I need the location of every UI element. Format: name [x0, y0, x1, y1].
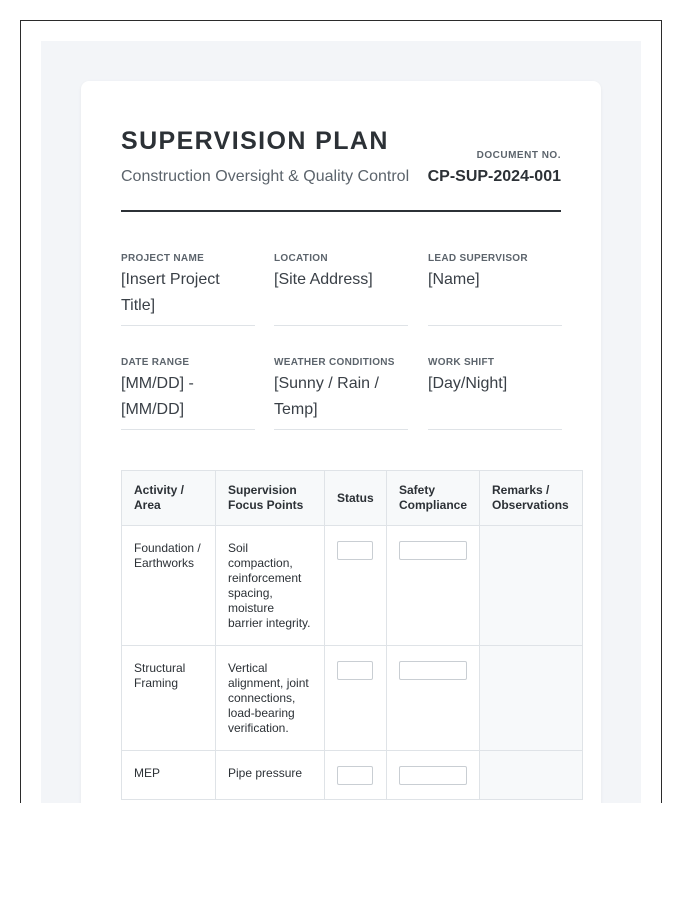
lead-supervisor-value[interactable]: [Name] [428, 271, 480, 288]
activity-cell: MEP [122, 751, 216, 800]
document-number-label: DOCUMENT NO. [476, 150, 561, 161]
document-title: SUPERVISION PLAN [121, 127, 389, 155]
column-header-status: Status [325, 471, 387, 526]
column-header-focus: Supervision Focus Points [216, 471, 325, 526]
location-field[interactable] [274, 251, 408, 326]
date-range-label: DATE RANGE [121, 357, 190, 368]
status-cell [325, 526, 387, 646]
project-name-field[interactable] [121, 251, 255, 326]
project-name-label: PROJECT NAME [121, 253, 205, 264]
safety-cell [387, 751, 480, 800]
table-row [122, 526, 583, 646]
remarks-cell[interactable] [480, 751, 583, 800]
document-subtitle: Construction Oversight & Quality Control [121, 168, 410, 185]
supervision-table-wrapper [121, 470, 582, 800]
focus-cell: Vertical alignment, joint connections, load-bearing verification. [216, 646, 325, 751]
document-number-value: CP-SUP-2024-001 [427, 168, 561, 185]
column-header-activity: Activity / Area [122, 471, 216, 526]
remarks-cell[interactable] [480, 646, 583, 751]
page-background [41, 41, 641, 803]
safety-compliance-input[interactable] [399, 541, 467, 560]
weather-conditions-field[interactable] [274, 355, 408, 430]
date-range-field[interactable] [121, 355, 255, 430]
table-row [122, 646, 583, 751]
document-frame [20, 20, 662, 803]
table-header-row [122, 471, 583, 526]
column-header-safety: Safety Compliance [387, 471, 480, 526]
location-value[interactable]: [Site Address] [274, 271, 373, 288]
activity-cell: Structural Framing [122, 646, 216, 751]
remarks-cell[interactable] [480, 526, 583, 646]
focus-cell: Soil compaction, reinforcement spacing, moisture barrier integrity. [216, 526, 325, 646]
supervision-table [121, 470, 583, 800]
title-divider [121, 210, 561, 212]
activity-cell: Foundation / Earthworks [122, 526, 216, 646]
document-sheet [81, 81, 601, 803]
table-row [122, 751, 583, 800]
focus-cell: Pipe pressure [216, 751, 325, 800]
status-input[interactable] [337, 766, 373, 785]
safety-compliance-input[interactable] [399, 661, 467, 680]
location-label: LOCATION [274, 253, 328, 264]
work-shift-field[interactable] [428, 355, 562, 430]
safety-cell [387, 646, 480, 751]
date-range-value[interactable]: [MM/DD] - [MM/DD] [121, 375, 194, 418]
status-cell [325, 646, 387, 751]
status-cell [325, 751, 387, 800]
column-header-remarks: Remarks / Observations [480, 471, 583, 526]
weather-conditions-value[interactable]: [Sunny / Rain / Temp] [274, 375, 379, 418]
lead-supervisor-field[interactable] [428, 251, 562, 326]
lead-supervisor-label: LEAD SUPERVISOR [428, 253, 528, 264]
safety-compliance-input[interactable] [399, 766, 467, 785]
safety-cell [387, 526, 480, 646]
work-shift-label: WORK SHIFT [428, 357, 495, 368]
project-name-value[interactable]: [Insert Project Title] [121, 271, 220, 314]
status-input[interactable] [337, 661, 373, 680]
work-shift-value[interactable]: [Day/Night] [428, 375, 508, 392]
status-input[interactable] [337, 541, 373, 560]
weather-conditions-label: WEATHER CONDITIONS [274, 357, 395, 368]
